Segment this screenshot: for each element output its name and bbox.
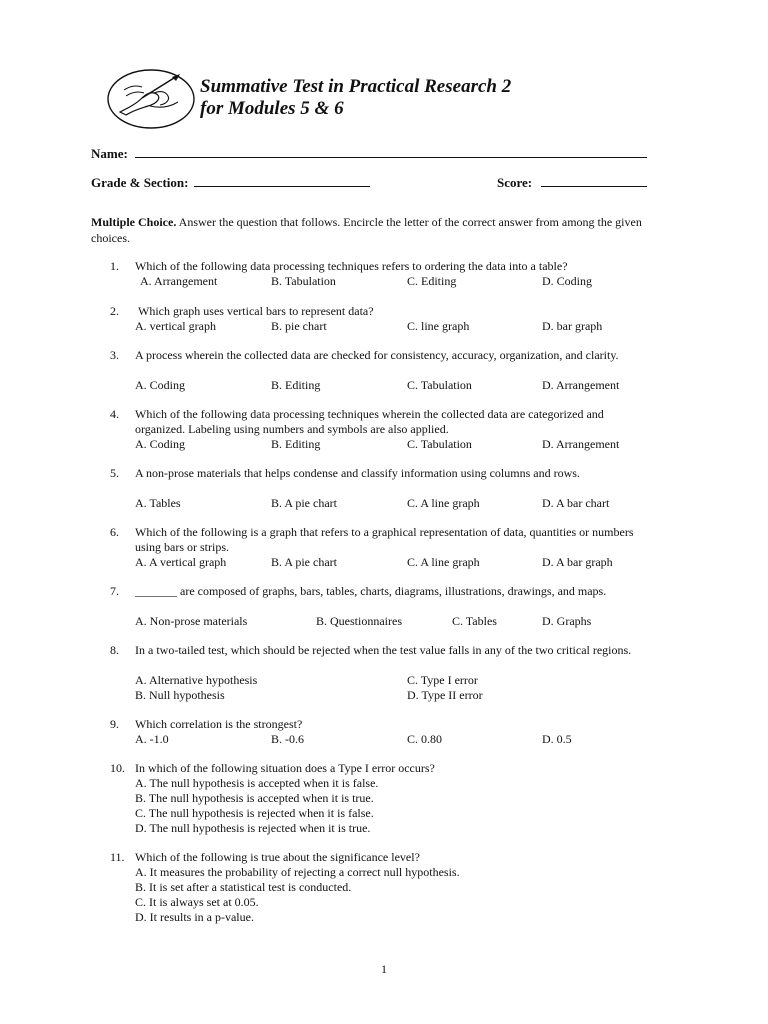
option-c[interactable]: C. Tables [452,614,497,628]
grade-section-label: Grade & Section: [91,175,189,190]
page-number: 1 [381,962,387,976]
option-c[interactable]: C. Tabulation [407,378,472,392]
grade-section-blank[interactable] [194,174,370,187]
option-d[interactable]: D. The null hypothesis is rejected when it is true. [135,821,371,835]
option-d[interactable]: D. bar graph [542,319,603,333]
option-b[interactable]: B. A pie chart [271,555,337,569]
question-number: 3. [110,348,119,362]
question-number: 9. [110,717,119,731]
question-number: 2. [110,304,119,318]
title-line-1: Summative Test in Practical Research 2 [200,76,512,97]
option-d[interactable]: D. Type II error [407,688,483,702]
option-d[interactable]: D. Arrangement [542,437,620,451]
question-number: 4. [110,407,119,421]
question-number: 10. [110,761,125,775]
option-c[interactable]: C. line graph [407,319,470,333]
option-a[interactable]: A. The null hypothesis is accepted when it is false. [135,776,379,790]
option-d[interactable]: D. A bar graph [542,555,613,569]
option-a[interactable]: A. A vertical graph [135,555,227,569]
option-b[interactable]: B. A pie chart [271,496,337,510]
question-text: Which correlation is the strongest? [135,717,303,731]
question-text: A non-prose materials that helps condense and classify information using columns and rows. [135,466,580,480]
question-text: In which of the following situation does a Type I error occurs? [135,761,435,775]
question-text: A process wherein the collected data are checked for consistency, accuracy, organization, and clarity. [135,348,619,362]
hand-writing-quill-icon [106,68,196,130]
option-b[interactable]: B. It is set after a statistical test is conducted. [135,880,352,894]
option-a[interactable]: A. Coding [135,378,186,392]
instructions-lead: Multiple Choice. [91,215,177,229]
name-row [91,145,647,162]
question-text: Which of the following data processing techniques refers to ordering the data into a table? [135,259,568,273]
question-text: Which graph uses vertical bars to represent data? [138,304,374,318]
instructions-text: Answer the question that follows. Encircle the letter of the correct answer from among the given choices. [91,215,642,245]
option-b[interactable]: B. Questionnaires [316,614,402,628]
name-label: Name: [91,146,128,161]
option-c[interactable]: C. Type I error [407,673,478,687]
question-text: In a two-tailed test, which should be rejected when the test value falls in any of the two critical regions. [135,643,632,657]
question-number: 1. [110,259,119,273]
option-c[interactable]: C. Tabulation [407,437,472,451]
option-c[interactable]: C. Editing [407,274,457,288]
option-d[interactable]: D. 0.5 [542,732,572,746]
question-text: Which of the following is a graph that refers to a graphical representation of data, quantities or numbers using bars or strips. [135,525,634,554]
option-a[interactable]: A. Alternative hypothesis [135,673,258,687]
option-a[interactable]: A. -1.0 [135,732,169,746]
question-text: _______ are composed of graphs, bars, tables, charts, diagrams, illustrations, drawings, and maps. [135,584,607,598]
question-number: 11. [110,850,125,864]
option-b[interactable]: B. The null hypothesis is accepted when it is true. [135,791,374,805]
score-row [497,174,647,191]
option-a[interactable]: A. vertical graph [135,319,216,333]
option-c[interactable]: C. The null hypothesis is rejected when it is false. [135,806,374,820]
score-blank[interactable] [541,174,647,187]
question-number: 8. [110,643,119,657]
question-text: Which of the following data processing techniques wherein the collected data are categorized and organized. Labeling using numbers and symbols are also applied. [135,407,604,436]
question-text: Which of the following is true about the significance level? [135,850,420,864]
option-d[interactable]: D. A bar chart [542,496,610,510]
option-a[interactable]: A. Arrangement [140,274,218,288]
name-blank[interactable] [135,145,647,158]
instructions [91,214,681,246]
option-a[interactable]: A. Tables [135,496,181,510]
option-c[interactable]: C. A line graph [407,555,480,569]
option-c[interactable]: C. 0.80 [407,732,443,746]
option-a[interactable]: A. Coding [135,437,186,451]
score-label: Score: [497,175,533,190]
question-number: 6. [110,525,119,539]
option-b[interactable]: B. Editing [271,378,321,392]
option-b[interactable]: B. pie chart [271,319,327,333]
option-c[interactable]: C. It is always set at 0.05. [135,895,259,909]
option-d[interactable]: D. Graphs [542,614,592,628]
option-d[interactable]: D. Coding [542,274,593,288]
option-a[interactable]: A. It measures the probability of rejecting a correct null hypothesis. [135,865,460,879]
option-b[interactable]: B. Tabulation [271,274,336,288]
question-number: 5. [110,466,119,480]
option-a[interactable]: A. Non-prose materials [135,614,248,628]
option-b[interactable]: B. -0.6 [271,732,304,746]
question-number: 7. [110,584,119,598]
title-line-2: for Modules 5 & 6 [200,98,344,119]
option-d[interactable]: D. It results in a p-value. [135,910,254,924]
page-title [200,76,511,120]
option-b[interactable]: B. Null hypothesis [135,688,225,702]
option-b[interactable]: B. Editing [271,437,321,451]
option-d[interactable]: D. Arrangement [542,378,620,392]
option-c[interactable]: C. A line graph [407,496,480,510]
grade-row [91,174,370,191]
